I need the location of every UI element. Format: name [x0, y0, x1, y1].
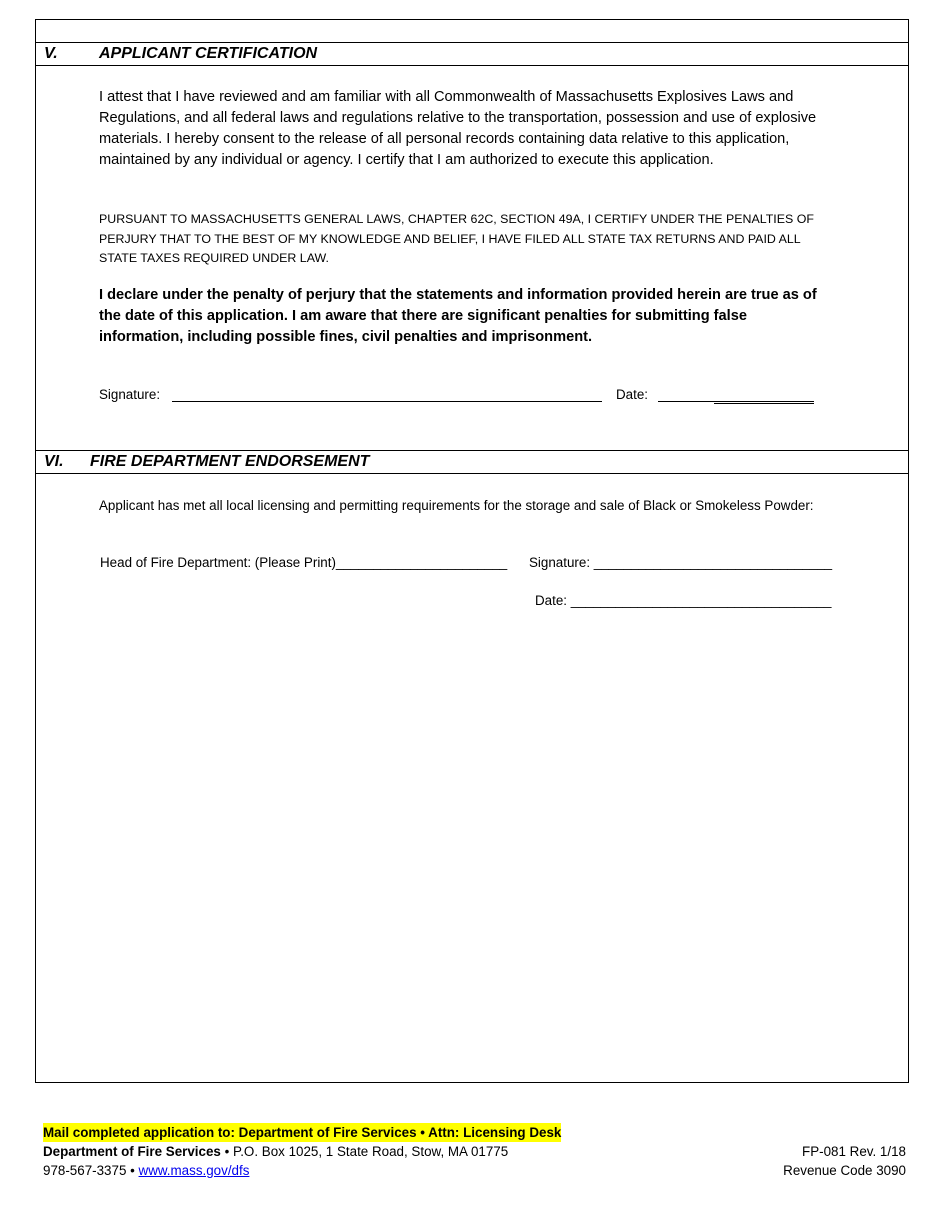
contact-line [43, 1161, 249, 1180]
mail-instructions: Mail completed application to: Department of Fire Services • Attn: Licensing Desk [43, 1125, 562, 1140]
applicant-date-label: Date: [616, 387, 649, 402]
attest-statement: I attest that I have reviewed and am familiar with all Commonwealth of Massachusetts Explosives Laws and Regulations, and all federal laws and regulations relative to the transportation, possession and use of explosive materials. I hereby consent to the release of all personal records containing data relative to this application, maintained by any individual or agency. I certify that I am authorized to execute this application. [99, 89, 817, 168]
fire-chief-signature-row [529, 555, 832, 571]
applicant-signature-label: Signature: [99, 387, 161, 402]
department-address: • P.O. Box 1025, 1 State Road, Stow, MA 01775 [220, 1144, 509, 1159]
section-v-number: V. [44, 45, 58, 62]
fire-chief-date-row [535, 593, 831, 609]
requirements-statement: Applicant has met all local licensing and permitting requirements for the storage and sale of Black or Smokeless Powder: [99, 498, 814, 513]
section-vi-header [36, 450, 908, 474]
perjury-declaration: I declare under the penalty of perjury that the statements and information provided herein are true as of the date of this application. I am aware that there are significant penalties for submitting false information, including possible fines, civil penalties and imprisonment. [99, 287, 817, 345]
fire-chief-signature-label: Signature: [529, 555, 591, 570]
applicant-date-field[interactable] [658, 401, 814, 402]
section-vi-title: FIRE DEPARTMENT ENDORSEMENT [90, 453, 370, 470]
section-v-title: APPLICANT CERTIFICATION [99, 45, 318, 62]
fire-chief-name-label: Head of Fire Department: (Please Print) [100, 555, 336, 570]
revenue-code: Revenue Code 3090 [783, 1163, 906, 1178]
fire-chief-name-row [100, 555, 507, 571]
tax-certification-statement: PURSUANT TO MASSACHUSETTS GENERAL LAWS, CHAPTER 62C, SECTION 49A, I CERTIFY UNDER THE PENALTIES OF PERJURY THAT TO THE BEST OF MY KNOWLEDGE AND BELIEF, I HAVE FILED ALL STATE TAX RETURNS AND PAID ALL STATE TAXES REQUIRED UNDER LAW. [99, 212, 814, 265]
website-link[interactable]: www.mass.gov/dfs [138, 1163, 250, 1178]
application-form-page [35, 19, 909, 1083]
section-v-header [36, 42, 908, 66]
applicant-date-underline [714, 403, 814, 404]
fire-chief-signature-field[interactable]: ________________________________ [593, 555, 833, 570]
fire-chief-name-field[interactable]: _______________________ [335, 555, 508, 570]
section-vi-number: VI. [44, 453, 64, 470]
fire-chief-date-field[interactable]: ___________________________________ [570, 593, 832, 608]
department-name: Department of Fire Services [43, 1144, 221, 1159]
phone-number: 978-567-3375 • [43, 1163, 139, 1178]
department-address-line [43, 1142, 508, 1161]
fire-chief-date-label: Date: [535, 593, 568, 608]
applicant-signature-field[interactable] [172, 401, 602, 402]
form-id: FP-081 Rev. 1/18 [802, 1144, 906, 1159]
